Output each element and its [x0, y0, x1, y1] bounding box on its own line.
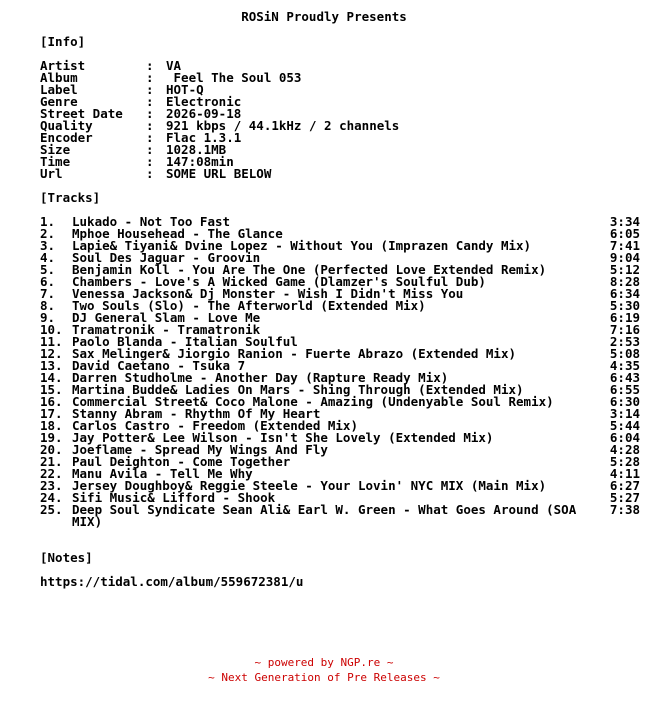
- track-title: Manu Avila - Tell Me Why: [72, 466, 253, 481]
- track-duration: 6:34: [609, 286, 640, 301]
- track-duration: 6:05: [609, 226, 640, 241]
- track-duration: 5:44: [609, 418, 640, 433]
- track-title: Jay Potter& Lee Wilson - Isn't She Lovely (Extended Mix): [72, 430, 494, 445]
- track-number: 15.: [40, 382, 63, 397]
- track-title: Soul Des Jaguar - Groovin: [72, 250, 261, 265]
- footer-powered-by: ~ powered by NGP.re ~: [254, 656, 394, 669]
- info-section-header: [Info]: [40, 34, 86, 49]
- info-row: [40, 168, 399, 180]
- info-label: Url: [40, 166, 63, 181]
- info-value: Electronic: [166, 94, 242, 109]
- info-value: SOME URL BELOW: [166, 166, 272, 181]
- track-number: 12.: [40, 346, 63, 361]
- track-title: Paolo Blanda - Italian Soulful: [72, 334, 298, 349]
- track-number: 14.: [40, 370, 63, 385]
- track-number: 20.: [40, 442, 63, 457]
- info-label: Artist: [40, 58, 86, 73]
- info-label: Encoder: [40, 130, 93, 145]
- track-title: Darren Studholme - Another Day (Rapture Ready Mix): [72, 370, 449, 385]
- info-separator: :: [146, 70, 154, 85]
- track-title: Venessa Jackson& Dj Monster - Wish I Didn't Miss You: [72, 286, 464, 301]
- info-label: Album: [40, 70, 78, 85]
- track-title: Tramatronik - Tramatronik: [72, 322, 261, 337]
- track-title: Deep Soul Syndicate Sean Ali& Earl W. Green - What Goes Around (SOA MIX): [72, 502, 577, 529]
- track-title: DJ General Slam - Love Me: [72, 310, 261, 325]
- track-number: 1.: [40, 214, 56, 229]
- track-duration: 5:27: [609, 490, 640, 505]
- info-value: HOT-Q: [166, 82, 204, 97]
- track-number: 24.: [40, 490, 63, 505]
- info-label: Genre: [40, 94, 78, 109]
- track-title: Chambers - Love's A Wicked Game (Dlamzer's Soulful Dub): [72, 274, 486, 289]
- track-number: 11.: [40, 334, 63, 349]
- track-number: 17.: [40, 406, 63, 421]
- info-separator: :: [146, 106, 154, 121]
- info-row: [40, 72, 399, 84]
- track-duration: 2:53: [609, 334, 640, 349]
- track-number: 25.: [40, 502, 63, 517]
- track-number: 21.: [40, 454, 63, 469]
- info-separator: :: [146, 166, 154, 181]
- track-duration: 7:38: [609, 502, 640, 517]
- track-number: 13.: [40, 358, 63, 373]
- track-duration: 5:30: [609, 298, 640, 313]
- track-duration: 8:28: [609, 274, 640, 289]
- track-duration: 7:16: [609, 322, 640, 337]
- track-number: 16.: [40, 394, 63, 409]
- track-list: [40, 214, 640, 529]
- track-duration: 5:28: [609, 454, 640, 469]
- track-duration: 7:41: [609, 238, 640, 253]
- info-value: 1028.1MB: [166, 142, 227, 157]
- track-number: 19.: [40, 430, 63, 445]
- tracks-section-header: [Tracks]: [40, 190, 101, 205]
- track-duration: 6:55: [609, 382, 640, 397]
- info-label: Quality: [40, 118, 93, 133]
- track-duration: 6:27: [609, 478, 640, 493]
- track-number: 5.: [40, 262, 56, 277]
- track-duration: 6:04: [609, 430, 640, 445]
- info-value: Feel The Soul 053: [166, 70, 302, 85]
- info-separator: :: [146, 142, 154, 157]
- info-separator: :: [146, 82, 154, 97]
- track-duration: 4:11: [609, 466, 640, 481]
- track-duration: 6:43: [609, 370, 640, 385]
- track-title: Sax Melinger& Jiorgio Ranion - Fuerte Abrazo (Extended Mix): [72, 346, 517, 361]
- info-label: Size: [40, 142, 71, 157]
- track-number: 23.: [40, 478, 63, 493]
- info-separator: :: [146, 118, 154, 133]
- track-duration: 5:12: [609, 262, 640, 277]
- track-duration: 3:34: [609, 214, 640, 229]
- track-number: 6.: [40, 274, 56, 289]
- notes-section-header: [Notes]: [40, 550, 93, 565]
- track-duration: 9:04: [609, 250, 640, 265]
- info-label: Time: [40, 154, 71, 169]
- track-number: 3.: [40, 238, 56, 253]
- info-separator: :: [146, 94, 154, 109]
- track-duration: 3:14: [609, 406, 640, 421]
- track-number: 8.: [40, 298, 56, 313]
- track-title: Carlos Castro - Freedom (Extended Mix): [72, 418, 358, 433]
- track-number: 4.: [40, 250, 56, 265]
- info-value: 2026-09-18: [166, 106, 242, 121]
- track-number: 2.: [40, 226, 56, 241]
- info-label: Street Date: [40, 106, 123, 121]
- footer-tagline: ~ Next Generation of Pre Releases ~: [208, 671, 440, 684]
- info-value: Flac 1.3.1: [166, 130, 242, 145]
- info-value: VA: [166, 58, 182, 73]
- track-title: David Caetano - Tsuka 7: [72, 358, 246, 373]
- track-number: 7.: [40, 286, 56, 301]
- track-title: Commercial Street& Coco Malone - Amazing (Undenyable Soul Remix): [72, 394, 554, 409]
- track-title: Lukado - Not Too Fast: [72, 214, 231, 229]
- info-separator: :: [146, 154, 154, 169]
- info-separator: :: [146, 130, 154, 145]
- info-section: [40, 60, 399, 180]
- track-number: 9.: [40, 310, 56, 325]
- track-duration: 4:35: [609, 358, 640, 373]
- track-title: Martina Budde& Ladies On Mars - Shing Through (Extended Mix): [72, 382, 524, 397]
- track-title: Sifi Music& Lifford - Shook: [72, 490, 276, 505]
- track-title: Joeflame - Spread My Wings And Fly: [72, 442, 328, 457]
- track-number: 10.: [40, 322, 63, 337]
- track-number: 22.: [40, 466, 63, 481]
- info-separator: :: [146, 58, 154, 73]
- track-title: Lapie& Tiyani& Dvine Lopez - Without You (Imprazen Candy Mix): [72, 238, 532, 253]
- track-title: Mphoe Househead - The Glance: [72, 226, 283, 241]
- nfo-title: ROSiN Proudly Presents: [241, 9, 407, 24]
- track-duration: 4:28: [609, 442, 640, 457]
- track-title: Paul Deighton - Come Together: [72, 454, 291, 469]
- info-label: Label: [40, 82, 78, 97]
- track-row: [40, 502, 640, 529]
- track-title: Jersey Doughboy& Reggie Steele - Your Lovin' NYC MIX (Main Mix): [72, 478, 547, 493]
- track-duration: 5:08: [609, 346, 640, 361]
- track-title: Stanny Abram - Rhythm Of My Heart: [72, 406, 321, 421]
- track-number: 18.: [40, 418, 63, 433]
- track-duration: 6:30: [609, 394, 640, 409]
- track-title: Benjamin Koll - You Are The One (Perfected Love Extended Remix): [72, 262, 547, 277]
- track-duration: 6:19: [609, 310, 640, 325]
- track-title: Two Souls (Slo) - The Afterworld (Extended Mix): [72, 298, 426, 313]
- notes-url: https://tidal.com/album/559672381/u: [40, 574, 304, 589]
- info-value: 147:08min: [166, 154, 234, 169]
- info-value: 921 kbps / 44.1kHz / 2 channels: [166, 118, 400, 133]
